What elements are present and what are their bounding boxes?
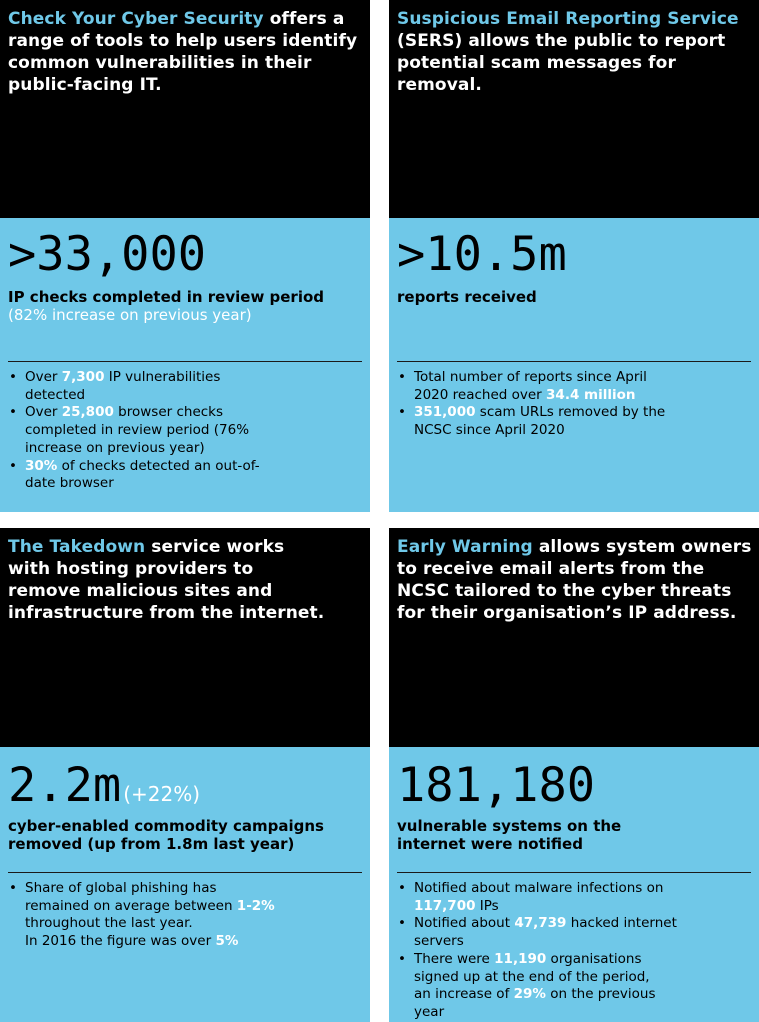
service-name: Early Warning bbox=[397, 537, 533, 557]
service-name: Check Your Cyber Security bbox=[8, 9, 264, 29]
list-item: In 2016 the figure was over 5% bbox=[25, 933, 239, 950]
bullet-list bbox=[8, 880, 275, 951]
list-item: • Notified about 47,739 hacked internet servers bbox=[397, 915, 679, 950]
divider bbox=[8, 872, 362, 873]
service-name: The Takedown bbox=[8, 537, 146, 557]
list-item: • Total number of reports since April 2020 reached over 34.4 million bbox=[397, 369, 679, 404]
divider bbox=[397, 872, 751, 873]
divider bbox=[397, 361, 751, 362]
list-item: • Share of global phishing has remained on average between 1-2% throughout the last year. bbox=[8, 880, 275, 933]
list-item: • Over 7,300 IP vulnerabilities detected bbox=[8, 369, 260, 404]
divider bbox=[8, 361, 362, 362]
card-header bbox=[0, 0, 370, 218]
card-stats bbox=[389, 747, 759, 1022]
card-headline: Early Warning allows system owners to receive email alerts from the NCSC tailored to the cyber threats for their organisation’s IP address. bbox=[397, 537, 752, 623]
list-item: • Over 25,800 browser checks completed in review period (76% increase on previous year) bbox=[8, 404, 290, 457]
list-item: • Notified about malware infections on 117,700 IPs bbox=[397, 880, 679, 915]
card-sers bbox=[389, 0, 759, 512]
stat-label: cyber-enabled commodity campaigns removed (up from 1.8m last year) bbox=[8, 817, 324, 853]
bullet-list bbox=[397, 880, 679, 1022]
card-header bbox=[0, 528, 370, 747]
list-item: • 30% of checks detected an out-of-date browser bbox=[8, 458, 260, 493]
stat-label: reports received bbox=[397, 288, 537, 306]
card-takedown bbox=[0, 528, 370, 1022]
bullet-list bbox=[8, 369, 260, 493]
big-number: >33,000 bbox=[8, 227, 207, 282]
list-item: • There were 11,190 organisations signed up at the end of the period, an increase of 29% on the previous year bbox=[397, 951, 659, 1022]
card-headline: Suspicious Email Reporting Service (SERS) allows the public to report potential scam messages for removal. bbox=[397, 9, 739, 95]
card-check-your-cyber-security bbox=[0, 0, 370, 512]
big-number: 2.2m (+22%) bbox=[8, 758, 201, 813]
card-header bbox=[389, 0, 759, 218]
card-stats bbox=[389, 218, 759, 512]
percent-change: (+22%) bbox=[123, 782, 201, 806]
stat-label: vulnerable systems on the internet were notified bbox=[397, 817, 622, 853]
card-header bbox=[389, 528, 759, 747]
list-item: • 351,000 scam URLs removed by the NCSC since April 2020 bbox=[397, 404, 679, 439]
big-number: 181,180 bbox=[397, 758, 596, 813]
card-stats bbox=[0, 747, 370, 1022]
stat-label: IP checks completed in review period (82% increase on previous year) bbox=[8, 288, 325, 324]
service-name: Suspicious Email Reporting Service bbox=[397, 9, 739, 29]
bullet-list bbox=[397, 369, 679, 440]
card-headline: The Takedown service works with hosting providers to remove malicious sites and infrastructure from the internet. bbox=[8, 537, 325, 623]
card-headline: Check Your Cyber Security offers a range of tools to help users identify common vulnerabilities in their public-facing IT. bbox=[8, 9, 358, 95]
card-early-warning bbox=[389, 528, 759, 1022]
big-number: >10.5m bbox=[397, 227, 567, 282]
card-stats bbox=[0, 218, 370, 512]
